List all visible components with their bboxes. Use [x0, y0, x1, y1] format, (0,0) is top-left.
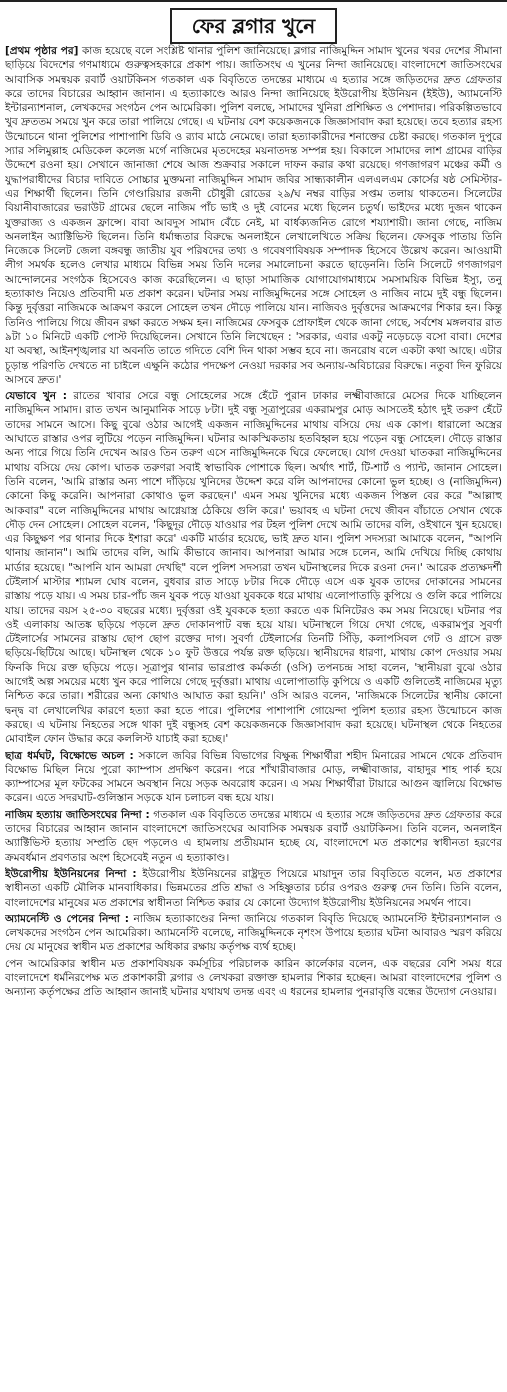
section-text-killing: রাতের খাবার সেরে বন্ধু সোহেলের সঙ্গে হেঁটে পুরান ঢাকার লক্ষ্মীবাজারে মেসের দিকে যাচ্ছিলেন নাজিমুদ্দিন সামাদ। রাত তখন আনুমানিক সাড়ে ৮টা। দুই বন্ধু সূত্রাপুরের একরামপুর মোড় আসতেই হঠাৎ দুই তরুণ হেঁটে তাদের সামনে আসে। কিছু বুঝে ওঠার আগেই একজন নাজিমুদ্দিনের মাথায় বসিয়ে দেয় এক কোপ। ধারালো অস্ত্রের আঘাতে রাস্তার ওপর লুটিয়ে পড়েন নাজিমুদ্দিন। ঘটনার আকস্মিকতায় হতবিহ্বল হয়ে পড়েন বন্ধু সোহেল। দৌড়ে রাস্তার অন্য পারে গিয়ে তিনি দেখেন আরও তিন তরুণ এসে নাজিমুদ্দিনকে ঘিরে ফেলেছে। যোগ দেওয়া ঘাতকরা নাজিমুদ্দিনের মাথায় বসিয়ে দেয় কোপ। ঘাতক তরুণরা সবাই স্বাভাবিক পোশাকে ছিল। অর্থাৎ শার্ট, টি-শার্ট ও প্যান্ট, জানান সোহেল। তিনি বলেন, 'আমি রাস্তার অন্য পাশে দাঁড়িয়ে খুনিদের উদ্দেশ করে বলি আপনাদের কোনো ভুল হচ্ছে। ও (নাজিমুদ্দিন) কোনো কিছু করেনি। আপনারা কোথাও ভুল করছেন।' এমন সময় খুনিদের মধ্যে একজন পিস্তল বের করে "আল্লাহু আকবার" বলে নাজিমুদ্দিনের মাথায় আগ্নেয়াস্ত্র ঠেকিয়ে গুলি করে।' ভয়াবহ এ ঘটনা দেখে জীবন বাঁচাতে সেখান থেকে দৌড় দেন সোহেল। সোহেল বলেন, 'কিছুদূর দৌড়ে যাওয়ার পর টহল পুলিশ দেখে আমি তাদের বলি, ওইখানে খুন হয়েছে। এর কিছুক্ষণ পর থানার দিকে ইশারা করে' একটি মার্ডার হয়েছে, ভাই দ্রুত যান। পুলিশ সদস্যরা আমাকে বলেন, "আপনি থানায় জানান"। আমি তাদের বলি, আমি কীভাবে জানাব। আপনারা আমার সঙ্গে চলেন, আমি দেখিয়ে দিচ্ছি কোথায় মার্ডার হয়েছে। "আপনি যান আমরা দেখছি" বলে পুলিশ সদস্যরা তখন ঘটনাস্থলের দিকে রওনা দেন।' আরেক প্রত্যক্ষদর্শী টেইলার্স মাস্টার শ্যামল ঘোষ বলেন, বুধবার রাত সাড়ে ৮টার দিকে দৌড়ে এসে এক যুবক তাদের দোকানের সামনের রাস্তায় পড়ে যায়। এ সময় চার-পাঁচ জন যুবক পড়ে যাওয়া যুবককে ধরে মাথায় এলোপাতাড়ি কুপিয়ে ও গুলি করে পালিয়ে যায়। তাদের বয়স ২৫-৩০ বছরের মধ্যে। দুর্বৃত্তরা ওই যুবককে হত্যা করতে এক মিনিটেরও কম সময় নিয়েছে। ঘটনার পর ওই এলাকায় আতঙ্ক ছড়িয়ে পড়লে দ্রুত দোকানপাট বন্ধ হয়ে যায়। ঘটনাস্থলে গিয়ে দেখা গেছে, একরামপুর সুবর্ণা টেইলার্সের সামনের রাস্তায় ছোপ ছোপ রক্তের দাগ। সুবর্ণা টেইলার্সের তিনটি সিঁড়ি, কলাপসিবল গেট ও গ্রাসে রক্ত ছড়িয়ে-ছিটিয়ে আছে। ঘটনাস্থল থেকে ১০ ফুট উত্তরে পর্যন্ত রক্ত ছড়িয়ে। স্থানীয়দের ধারণা, মাথায় কোপ দেওয়ার সময় ফিনকি দিয়ে রক্ত ছড়িয়ে পড়ে। সূত্রাপুর থানার ভারপ্রাপ্ত কর্মকর্তা (ওসি) তপনচন্দ্র সাহা বলেন, 'স্থানীয়রা বুঝে ওঠার আগেই অল্প সময়ের মধ্যে খুন করে পালিয়ে গেছে দুর্বৃত্তরা। মাথায় এলোপাতাড়ি কুপিয়ে ও একটি গুলিতেই নাজিমের মৃত্যু নিশ্চিত করে তারা। শরীরের অন্য কোথাও আঘাত করা হয়নি।' ওসি আরও বলেন, 'নাজিমকে সিলেটের স্থানীয় কোনো দ্বন্দ্ব বা লেখালেখির কারণে হত্যা করা হতে পারে। পুলিশের পাশাপাশি গোয়েন্দা পুলিশ হত্যার রহস্য উন্মোচনে কাজ করছে। এ ঘটনায় নিহতের সঙ্গে থাকা দুই বন্ধুসহ বেশ কয়েকজনকে জিজ্ঞাসাবাদ করা হয়েছে। ঘটনাস্থল থেকে নিহতের মোবাইল ফোন উদ্ধার করে কললিস্ট যাচাই করা হচ্ছে।'	[5, 390, 502, 746]
section-paragraph-pen	[5, 957, 502, 1000]
section-text-pen: পেন আমেরিকার স্বাধীন মত প্রকাশবিষয়ক কর্মসূচির পরিচালক কারিন কার্লেকার বলেন, এক বছরের বেশি সময় ধরে বাংলাদেশে ধর্মনিরপেক্ষ মত প্রকাশকারী ব্লগার ও লেখকরা রক্তাক্ত হামলার শিকার হচ্ছেন। আমরা বাংলাদেশের পুলিশ ও অন্যান্য কর্তৃপক্ষের প্রতি আহ্বান জানাই ঘটনার যথাযথ তদন্ত এবং এ ধরনের হামলার পুনরাবৃত্তি বন্ধের উদ্যোগ নেওয়ার।	[5, 957, 502, 999]
section-text-strike: সকালে জবির বিভিন্ন বিভাগের বিক্ষুব্ধ শিক্ষার্থীরা শহীদ মিনারের সামনে থেকে প্রতিবাদ বিক্ষোভ মিছিল নিয়ে পুরো ক্যাম্পাস প্রদক্ষিণ করেন। পরে শাঁখারীবাজার মোড়, লক্ষ্মীবাজার, বাহাদুর শাহ পার্ক হয়ে ক্যাম্পাসের মূল ফটকের সামনে অবস্থান নিয়ে সড়ক অবরোধ করেন। এ সময় শিক্ষার্থীরা টায়ারে আগুন জ্বালিয়ে বিক্ষোভ করেন। এতে সদরঘাট-গুলিস্তান সড়কে যান চলাচল বন্ধ হয়ে যায়।	[5, 749, 502, 805]
section-lead-amnesty: অ্যামনেস্টি ও পেনের নিন্দা :	[5, 912, 129, 925]
headline-container	[0, 8, 507, 44]
section-paragraph-killing	[5, 389, 502, 746]
section-text-un: গতকাল এক বিবৃতিতে তদন্তের মাধ্যমে এ হত্যার সঙ্গে জড়িতদের দ্রুত গ্রেফতার করে তাদের বিচারের আহ্বান জানান বাংলাদেশে জাতিসংঘের আবাসিক সমন্বয়ক রবার্ট ওয়াটকিনস। তিনি বলেন, অনলাইন অ্যাক্টিভিস্ট হত্যায় সম্প্রতি ছেদ পড়লেও এ হামলায় প্রতীয়মান হচ্ছে যে, বাংলাদেশে মত প্রকাশের স্বাধীনতা হরণের ক্রমবর্ধমান প্রবণতার অংশ হিসেবেই নতুন এ হত্যাকাণ্ড।	[5, 808, 502, 864]
article-body	[5, 44, 502, 1388]
section-lead-un: নাজিম হত্যায় জাতিসংঘের নিন্দা :	[5, 808, 150, 821]
section-lead-killing: যেভাবে খুন :	[5, 390, 67, 403]
intro-lead: [প্রথম পৃষ্ঠার পর]	[5, 45, 79, 57]
section-text-eu: ইউরোপীয় ইউনিয়নের রাষ্ট্রদূত পিয়েরে মায়াদুন তার বিবৃতিতে বলেন, মত প্রকাশের স্বাধীনতা একটি মৌলিক মানবাধিকার। ভিন্নমতের প্রতি শ্রদ্ধা ও সহিষ্ণুতার চর্চার ওপরও গুরুত্ব দেন তিনি। তিনি বলেন, বাংলাদেশের মানুষের মত প্রকাশের স্বাধীনতা নিশ্চিত করার যে কোনো উদ্যোগ ইউরোপীয় ইউনিয়নের সমর্থন পাবে।	[5, 867, 502, 909]
section-paragraph-un	[5, 808, 502, 865]
top-rule	[0, 0, 507, 2]
section-paragraph-eu	[5, 867, 502, 910]
intro-text: কাজ হয়েছে বলে সংশ্লিষ্ট থানার পুলিশ জানিয়েছে। ব্লগার নাজিমুদ্দিন সামাদ খুনের খবর দেশের সীমানা ছাড়িয়ে বিদেশের গণমাধ্যমে গুরুত্বসহকারে প্রকাশ পায়। জাতিসংঘ এ খুনের নিন্দা জানিয়েছে। বাংলাদেশে জাতিসংঘের আবাসিক সমন্বয়ক রবার্ট ওয়াটকিনস গতকাল এক বিবৃতিতে তদন্তের মাধ্যমে এ হত্যার সঙ্গে জড়িতদের দ্রুত গ্রেফতার করে তাদের বিচারের আহ্বান জানান। এ হত্যাকাণ্ডে আরও নিন্দা জানিয়েছে ইউরোপীয় ইউনিয়ন (ইইউ), অ্যামনেস্টি ইন্টারন্যাশনাল, লেখকদের সংগঠন পেন আমেরিকা। পুলিশ বলছে, সামাদের খুনিরা প্রশিক্ষিত ও পেশাদার। পরিকল্পিতভাবে খুব দ্রুততম সময়ে খুন করে তারা পালিয়ে গেছে। এ ঘটনায় বেশ কয়েকজনকে জিজ্ঞাসাবাদ করা হয়েছে। তবে হত্যার রহস্য উন্মোচনে থানা পুলিশের পাশাপাশি ডিবি ও র‍্যাব মাঠে নেমেছে। তারা হত্যাকারীদের শনাক্তের চেষ্টা করছে। গতকাল দুপুরে স্যার সলিমুল্লাহ মেডিকেল কলেজ মর্গে নাজিমের মৃতদেহের ময়নাতদন্ত সম্পন্ন হয়। বিকালে সামাদের লাশ গ্রামের বাড়ির উদ্দেশে রওনা হয়। সেখানে জানাজা শেষে আজ শুক্রবার সকালে দাফন করার কথা রয়েছে। গণজাগরণ মঞ্চের কর্মী ও যুদ্ধাপরাধীদের বিচার দাবিতে সোচ্চার মুক্তমনা নাজিমুদ্দিন সামাদ জবির সান্ধ্যকালীন এলএলএম কোর্সের ষষ্ঠ সেমিস্টার-এর শিক্ষার্থী ছিলেন। তিনি গেণ্ডারিয়ার রজনী চৌধুরী রোডের ২৯/ঘ নম্বর বাড়ির সপ্তম তলায় থাকতেন। সিলেটের বিয়ানীবাজারের ভরাউট গ্রামের ছেলে নাজিম পাঁচ ভাই ও দুই বোনের মধ্যে ছিলেন চতুর্থ। ভাইদের মধ্যে দুজন থাকেন যুক্তরাজ্য ও একজন ফ্রান্সে। বাবা আবদুস সামাদ বেঁচে নেই, মা বার্ধক্যজনিত রোগে শয্যাশায়ী। জানা গেছে, নাজিম অনলাইন অ্যাক্টিভিস্ট ছিলেন। তিনি ধর্মান্ধতার বিরুদ্ধে অনলাইনে লেখালেখিতে সক্রিয় ছিলেন। ফেসবুক পাতায় তিনি নিজেকে সিলেট জেলা বঙ্গবন্ধু জাতীয় যুব পরিষদের তথ্য ও গবেষণাবিষয়ক সম্পাদক হিসেবে উল্লেখ করেন। আওয়ামী লীগ সমর্থক হলেও লেখার মাধ্যমে বিভিন্ন সময় তিনি দলের সমালোচনা করতে ছাড়েননি। তিনি সিলেটে গণজাগরণ আন্দোলনের সংগঠক হিসেবেও কাজ করেছিলেন। এ ছাড়া সামাজিক যোগাযোগমাধ্যমে সমসাময়িক বিভিন্ন ইস্যু, তনু হত্যাকাণ্ড নিয়েও প্রতিবাদী মত প্রকাশ করেন। ঘটনার সময় নাজিমুদ্দিনের সঙ্গে সোহেল ও নাজিব নামে দুই বন্ধু ছিলেন। কিন্তু দুর্বৃত্তরা নাজিমকে আক্রমণ করলে সোহেল তখন দৌড়ে পালিয়ে যান। নাজিবও দুর্বৃত্তদের আক্রমণের শিকার হন। কিন্তু তিনিও পালিয়ে গিয়ে জীবন রক্ষা করতে সক্ষম হন। নাজিমের ফেসবুক প্রোফাইল থেকে জানা গেছে, সর্বশেষ মঙ্গলবার রাত ৯টা ১০ মিনিটে একটি পোস্ট দিয়েছিলেন। সেখানে তিনি লিখেছেন : 'সরকার, এবার একটু নড়েচড়ে বসো বাবা। দেশের যা অবস্থা, আইনশৃঙ্খলার যা অবনতি তাতে গদিতে বেশি দিন থাকা সম্ভব হবে না। জনরোষ বলে একটা কথা আছে। এটার চূড়ান্ত পরিণতি দেখতে না চাইলে এক্ষুনি কঠোর পদক্ষেপ নেওয়া দরকার সব অন্যায়-অবিচারের বিরুদ্ধে। নতুবা দিন ফুরিয়ে আসবে দ্রুত।'	[5, 45, 502, 386]
section-paragraph-strike	[5, 749, 502, 806]
section-paragraph-amnesty	[5, 912, 502, 955]
intro-paragraph	[5, 44, 502, 387]
article-headline: ফের ব্লগার খুনে	[170, 8, 337, 44]
section-lead-eu: ইউরোপীয় ইউনিয়নের নিন্দা :	[5, 867, 137, 880]
section-lead-strike: ছাত্র ধর্মঘট, বিক্ষোভে অচল :	[5, 749, 134, 762]
section-text-amnesty: নাজিম হত্যাকাণ্ডের নিন্দা জানিয়ে গতকাল বিবৃতি দিয়েছে অ্যামনেস্টি ইন্টারন্যাশনাল ও লেখকদের সংগঠন পেন আমেরিকা। অ্যামনেস্টি বলেছে, নাজিমুদ্দিনকে নৃশংস উপায়ে হত্যার ঘটনা আবারও স্মরণ করিয়ে দেয় যে মানুষের স্বাধীন মত প্রকাশের অধিকার রক্ষায় কর্তৃপক্ষ ব্যর্থ হচ্ছে।	[5, 912, 502, 954]
